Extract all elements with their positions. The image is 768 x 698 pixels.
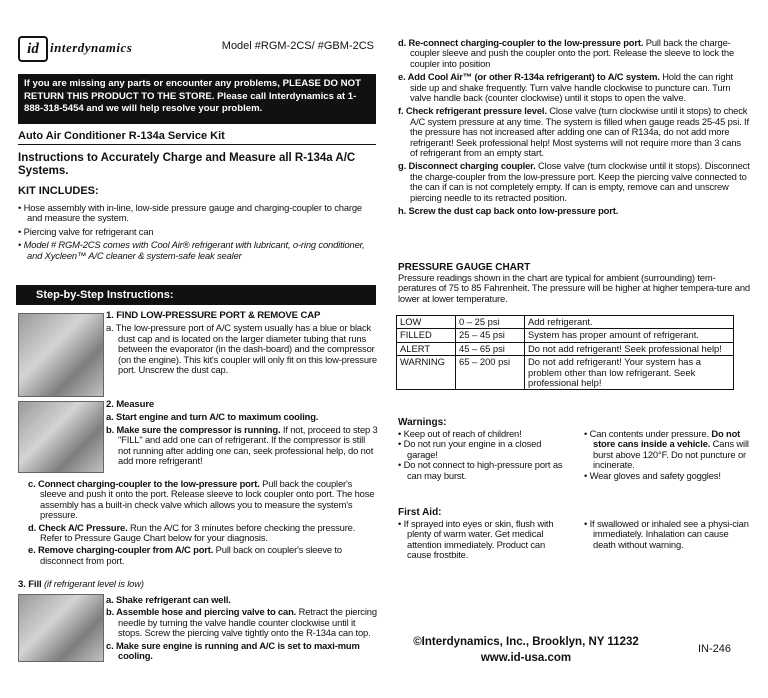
pressure-chart-intro: Pressure readings shown in the chart are typical for ambient (surrounding) tem-peratures of 75 to 85 Fahrenheit. The pressure will be higher at higher tempera-ture and lower at lower temperature. — [398, 272, 750, 304]
low-pressure-port-photo — [18, 313, 104, 397]
company-footer — [398, 634, 654, 666]
list-item: • Do not connect to high-pressure port as can may burst. — [398, 459, 563, 481]
gauge-coupler-photo — [18, 401, 104, 473]
brand-header — [18, 32, 374, 62]
step-3f: f. Check refrigerant pressure level. Close valve (turn clockwise until it stops) to check A/C system pressure at any time. The system is filled when gauge reads 25-45 psi. If the pressure has not increased after adding one can of R134a, do not add more refrigerant! Seek professional help! Most systems will not require more than 3 cans of refrigerant from an empty start. — [398, 105, 749, 159]
list-item: • If swallowed or inhaled see a physi-cian immediately. Inhalation can cause death without warning. — [584, 518, 749, 550]
step-1-title: 1. FIND LOW-PRESSURE PORT & REMOVE CAP — [106, 310, 321, 321]
steps-heading: Step-by-Step Instructions: — [16, 285, 376, 305]
step-2a: a. Start engine and turn A/C to maximum cooling. — [106, 411, 319, 423]
list-item: • Hose assembly with in-line, low-side pressure gauge and charging-coupler to charge and measure the system. — [18, 202, 363, 224]
list-item: • Model # RGM-2CS comes with Cool Air® refrigerant with lubricant, o-ring conditioner, and Xycleen™ A/C cleaner & system-safe leak sealer — [18, 239, 365, 261]
brand-name: interdynamics — [50, 40, 133, 55]
step-3b: b. Assemble hose and piercing valve to can. Retract the piercing needle by turning the valve handle counter clockwise until it stops. Screw the piercing valve tightly onto the R-134a can top. — [106, 606, 377, 639]
company-address: ©Interdynamics, Inc., Brooklyn, NY 11232 — [413, 636, 639, 648]
step-2-continued — [18, 477, 378, 566]
kit-includes-list — [18, 203, 374, 264]
step-2b: b. Make sure the compressor is running. If not, proceed to step 3 "FILL" and add one can of refrigerant. If the compressor is still not running after adding one can, seek professional help, do not add more refrigerant! — [106, 423, 378, 467]
step-2 — [106, 400, 378, 466]
step-3c: c. Make sure engine is running and A/C is set to maxi-mum cooling. — [106, 639, 360, 662]
step-2d: d. Check A/C Pressure. Run the A/C for 3 minutes before checking the pressure. Refer to Pressure Gauge Chart below for your diagnosis. — [28, 521, 356, 544]
list-item: • Can contents under pressure. Do not store cans inside a vehicle. Cans will burst above 120°F. Do not puncture or incinerate. — [584, 428, 749, 471]
list-item: • Piercing valve for refrigerant can — [18, 225, 154, 237]
support-notice: If you are missing any parts or encounter any problems, PLEASE DO NOT RETURN THIS PRODUCT TO THE STORE. Please call Interdynamics at 1-888-318-5454 and we will help resolve your problem. — [18, 74, 376, 124]
fill-steps-continued — [398, 36, 750, 220]
company-website[interactable]: www.id-usa.com — [480, 652, 572, 664]
step-3e: e. Add Cool Air™ (or other R-134a refrigerant) to A/C system. Hold the can right side up and shake frequently. Turn valve handle clockwise to puncture can. Turn valve handle back (counter clockwise) until it stops to open the valve. — [398, 71, 733, 104]
table-row: ALERT 45 – 65 psi Do not add refrigerant! Seek professional help! — [397, 342, 734, 355]
step-3g: g. Disconnect charging coupler. Close valve (turn clockwise until it stops). Disconnect the charge-coupler from the low-pressure port. Keep the piercing valve connected to the can if can is not completely empty. If can is empty, remove can and unscrew piercing needle to its retracted position. — [398, 160, 750, 203]
first-aid-right — [584, 519, 750, 550]
kit-title: Auto Air Conditioner R-134a Service Kit — [18, 130, 376, 145]
warnings-list-left — [398, 429, 566, 481]
first-aid-left — [398, 519, 566, 561]
step-2e: e. Remove charging-coupler from A/C port. Pull back on coupler's sleeve to disconnect from port. — [28, 544, 342, 566]
model-number: Model #RGM-2CS/ #GBM-2CS — [221, 40, 374, 52]
instructions-title: Instructions to Accurately Charge and Measure all R-134a A/C Systems. — [18, 152, 356, 177]
step-1a: a. The low-pressure port of A/C system usually has a blue or black dust cap and is located on the larger diameter tubing that runs between the evaporator (in the dash-board) and the compressor (on the engine). This kit's coupler will only fit on this low-pressure port. Unscrew the dust cap. — [106, 322, 377, 376]
list-item: • If sprayed into eyes or skin, flush with plenty of warm water. Get medical attention immediately. Product can cause frostbite. — [398, 518, 554, 561]
warnings-heading: Warnings: — [398, 417, 447, 428]
pressure-chart-title: PRESSURE GAUGE CHART — [398, 262, 531, 273]
list-item: • Keep out of reach of children! — [398, 428, 522, 439]
table-row: LOW 0 – 25 psi Add refrigerant. — [397, 316, 734, 329]
pressure-chart-table — [396, 315, 734, 390]
step-3h: h. Screw the dust cap back onto low-pressure port. — [398, 205, 619, 217]
step-3a: a. Shake refrigerant can well. — [106, 594, 231, 605]
table-row: WARNING 65 – 200 psi Do not add refrigerant! Your system has a problem other than low refrigerant. Seek professional help! — [397, 356, 734, 390]
step-3d: d. Re-connect charging-coupler to the low-pressure port. Pull back the charge-coupler sleeve and push the coupler onto the port. Release the sleeve to lock the coupler into position — [398, 37, 735, 69]
warnings-list-right — [584, 429, 750, 481]
list-item: • Do not run your engine in a closed garage! — [398, 438, 542, 460]
step-1 — [106, 311, 378, 375]
step-2c: c. Connect charging-coupler to the low-pressure port. Pull back the coupler's sleeve and push it onto the port. Release sleeve to lock coupler onto port. The hose assembly has a built-in check valve which allows you to measure the system's pressure. — [28, 478, 375, 521]
interdynamics-logo: id — [18, 36, 48, 62]
table-row: FILLED 25 – 45 psi System has proper amount of refrigerant. — [397, 329, 734, 342]
step-3-heading: 3. Fill (if refrigerant level is low) — [18, 578, 144, 590]
step-2-title: 2. Measure — [106, 399, 155, 410]
list-item: • Wear gloves and safety goggles! — [584, 469, 721, 481]
document-id: IN-246 — [698, 643, 732, 655]
first-aid-heading: First Aid: — [398, 507, 442, 518]
kit-includes-heading: KIT INCLUDES: — [18, 185, 99, 197]
refrigerant-can-photo — [18, 594, 104, 662]
step-3 — [106, 593, 378, 661]
